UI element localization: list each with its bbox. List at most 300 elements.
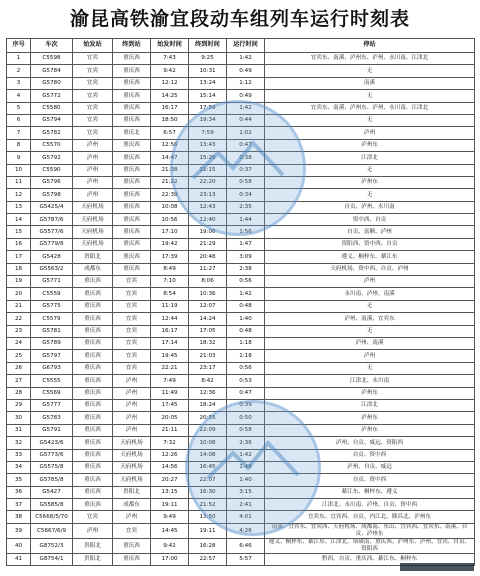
cell-arrive: 12:40	[189, 214, 227, 226]
cell-duration: 4:26	[227, 523, 265, 538]
cell-depart: 11:19	[151, 300, 189, 312]
cell-arrive: 12:36	[189, 387, 227, 399]
cell-duration: 1:12	[227, 77, 265, 89]
cell-duration: 1:44	[227, 214, 265, 226]
cell-destination: 泸州	[113, 511, 151, 523]
cell-duration: 0:53	[227, 375, 265, 387]
cell-depart: 9:49	[151, 511, 189, 523]
cell-duration: 2:35	[227, 201, 265, 213]
table-row	[7, 164, 475, 176]
cell-origin: 泸州	[73, 152, 113, 164]
cell-stops: 无	[265, 65, 475, 77]
cell-index: 10	[7, 164, 31, 176]
cell-train: G8752/3	[31, 538, 73, 553]
cell-duration: 4:01	[227, 511, 265, 523]
cell-duration: 0:49	[227, 65, 265, 77]
table-row	[7, 325, 475, 337]
cell-depart: 10:56	[151, 214, 189, 226]
cell-origin: 天府机场	[73, 214, 113, 226]
cell-stops: 泸州	[265, 350, 475, 362]
cell-origin: 重庆西	[73, 362, 113, 374]
table-row	[7, 276, 475, 288]
cell-stops: 南溪	[265, 77, 475, 89]
cell-duration: 0:47	[227, 387, 265, 399]
cell-destination: 宜宾	[113, 288, 151, 300]
cell-origin: 成都东	[73, 263, 113, 275]
cell-origin: 泸州	[73, 139, 113, 151]
cell-destination: 宜宾	[113, 350, 151, 362]
cell-index: 38	[7, 511, 31, 523]
cell-index: 6	[7, 114, 31, 126]
cell-arrive: 10:36	[189, 288, 227, 300]
cell-arrive: 16:30	[189, 486, 227, 498]
cell-stops: 自贡、泸州、永川南	[265, 201, 475, 213]
cell-origin: 重庆西	[73, 288, 113, 300]
cell-destination: 宜宾	[113, 276, 151, 288]
cell-stops: 无	[265, 362, 475, 374]
cell-depart: 11:49	[151, 387, 189, 399]
cell-depart: 18:50	[151, 114, 189, 126]
cell-stops: 泸州东	[265, 387, 475, 399]
cell-origin: 重庆西	[73, 350, 113, 362]
cell-stops: 无	[265, 164, 475, 176]
cell-origin: 重庆西	[73, 276, 113, 288]
cell-duration: 0:34	[227, 189, 265, 201]
table-row	[7, 189, 475, 201]
cell-destination: 泸州	[113, 424, 151, 436]
cell-index: 20	[7, 288, 31, 300]
cell-duration: 2:36	[227, 437, 265, 449]
table-row	[7, 486, 475, 498]
table-row	[7, 251, 475, 263]
cell-train: G5780	[31, 77, 73, 89]
col-header-train: 车次	[31, 39, 73, 53]
cell-destination: 重庆西	[113, 90, 151, 102]
cell-train: C5667/6/9	[31, 523, 73, 538]
cell-duration: 0:50	[227, 412, 265, 424]
cell-stops: 遵义、桐梓东、綦江东	[265, 251, 475, 263]
cell-duration: 2:38	[227, 263, 265, 275]
corner-overlay	[400, 563, 474, 571]
cell-destination: 重庆西	[113, 53, 151, 65]
cell-duration: 0:44	[227, 114, 265, 126]
table-row	[7, 263, 475, 275]
table-row	[7, 127, 475, 139]
cell-depart: 17:00	[151, 553, 189, 565]
cell-train: G5791	[31, 424, 73, 436]
cell-destination: 天府机场	[113, 461, 151, 473]
cell-train: G5563/2	[31, 263, 73, 275]
table-header-row	[7, 39, 475, 53]
page-title: 渝昆高铁渝宜段动车组列车运行时刻表	[69, 8, 410, 30]
cell-index: 36	[7, 486, 31, 498]
cell-stops: 江津北	[265, 399, 475, 411]
cell-origin: 重庆西	[73, 313, 113, 325]
cell-destination: 天府机场	[113, 449, 151, 461]
cell-arrive: 22:20	[189, 176, 227, 188]
cell-depart: 7:43	[151, 53, 189, 65]
cell-origin: 宜宾	[73, 90, 113, 102]
cell-duration: 0:58	[227, 424, 265, 436]
cell-stops: 无	[265, 114, 475, 126]
cell-depart: 8:49	[151, 263, 189, 275]
cell-origin: 宜宾	[73, 65, 113, 77]
cell-origin: 重庆西	[73, 424, 113, 436]
table-row	[7, 238, 475, 250]
table-row	[7, 387, 475, 399]
cell-origin: 贵阳北	[73, 251, 113, 263]
cell-destination: 重庆西	[113, 214, 151, 226]
cell-destination: 重庆西	[113, 164, 151, 176]
table-row	[7, 538, 475, 553]
cell-duration: 3:15	[227, 486, 265, 498]
cell-destination: 重庆西	[113, 176, 151, 188]
cell-stops: 宜宾东、南溪、泸州东、泸州、永川南、江津北	[265, 53, 475, 65]
cell-destination: 泸州	[113, 399, 151, 411]
cell-stops: 资阳西、资中西、自贡	[265, 238, 475, 250]
cell-arrive: 12:43	[189, 201, 227, 213]
cell-origin: 宜宾	[73, 102, 113, 114]
cell-stops: 天府机场、资中西、自贡、泸州	[265, 263, 475, 275]
table-row	[7, 449, 475, 461]
table-row	[7, 499, 475, 511]
cell-depart: 19:42	[151, 238, 189, 250]
table-row	[7, 461, 475, 473]
cell-stops: 永川南、泸州、南溪	[265, 288, 475, 300]
cell-duration: 0:58	[227, 176, 265, 188]
cell-train: C5598	[31, 53, 73, 65]
cell-train: G5773/6	[31, 449, 73, 461]
cell-depart: 10:08	[151, 201, 189, 213]
table-body	[7, 53, 475, 566]
cell-duration: 1:47	[227, 238, 265, 250]
table-row	[7, 176, 475, 188]
cell-arrive: 18:24	[189, 399, 227, 411]
table-row	[7, 226, 475, 238]
cell-origin: 重庆西	[73, 412, 113, 424]
cell-arrive: 8:42	[189, 375, 227, 387]
cell-index: 34	[7, 461, 31, 473]
cell-destination: 天府机场	[113, 474, 151, 486]
cell-index: 7	[7, 127, 31, 139]
col-header-arrive: 终到时间	[189, 39, 227, 53]
table-row	[7, 424, 475, 436]
cell-depart: 14:45	[151, 523, 189, 538]
cell-duration: 0:37	[227, 164, 265, 176]
cell-arrive: 19:11	[189, 523, 227, 538]
cell-train: G5777	[31, 399, 73, 411]
cell-train: G5787/6	[31, 214, 73, 226]
cell-stops: 江津北、永川南、泸州、自贡、资中西	[265, 499, 475, 511]
cell-index: 19	[7, 276, 31, 288]
cell-arrive: 21:52	[189, 499, 227, 511]
cell-origin: 重庆西	[73, 474, 113, 486]
cell-destination: 泸州	[113, 412, 151, 424]
table-row	[7, 437, 475, 449]
cell-arrive: 10:08	[189, 437, 227, 449]
cell-destination: 宜宾	[113, 313, 151, 325]
cell-arrive: 18:32	[189, 337, 227, 349]
cell-index: 1	[7, 53, 31, 65]
cell-stops: 资中西、自贡	[265, 214, 475, 226]
cell-stops: 泸州	[265, 127, 475, 139]
cell-arrive: 16:45	[189, 461, 227, 473]
cell-stops: 自贡、富顺、泸州	[265, 226, 475, 238]
cell-train: C5579	[31, 313, 73, 325]
cell-depart: 17:14	[151, 337, 189, 349]
cell-depart: 19:11	[151, 499, 189, 511]
cell-depart: 16:17	[151, 325, 189, 337]
cell-origin: 宜宾	[73, 511, 113, 523]
table-row	[7, 511, 475, 523]
table-row	[7, 102, 475, 114]
cell-arrive: 23:17	[189, 362, 227, 374]
cell-origin: 重庆西	[73, 399, 113, 411]
cell-train: G5782	[31, 127, 73, 139]
table-row	[7, 152, 475, 164]
cell-depart: 20:27	[151, 474, 189, 486]
cell-stops: 自贡、资中西	[265, 474, 475, 486]
cell-duration: 5:57	[227, 553, 265, 565]
cell-train: G5427	[31, 486, 73, 498]
cell-duration: 0:39	[227, 399, 265, 411]
cell-stops: 泸州、自贡、威远、资阳西	[265, 437, 475, 449]
cell-destination: 宜宾	[113, 300, 151, 312]
cell-duration: 1:49	[227, 461, 265, 473]
cell-destination: 泸州	[113, 387, 151, 399]
cell-origin: 重庆西	[73, 387, 113, 399]
cell-index: 22	[7, 313, 31, 325]
cell-stops: 无	[265, 189, 475, 201]
cell-train: G5783	[31, 412, 73, 424]
cell-train: G5785/8	[31, 474, 73, 486]
col-header-destination: 终到站	[113, 39, 151, 53]
cell-train: C5570	[31, 139, 73, 151]
cell-index: 11	[7, 176, 31, 188]
cell-destination: 贵阳北	[113, 486, 151, 498]
table-row	[7, 201, 475, 213]
cell-arrive: 16:28	[189, 538, 227, 553]
cell-index: 4	[7, 90, 31, 102]
cell-train: G5789	[31, 337, 73, 349]
cell-arrive: 13:50	[189, 511, 227, 523]
cell-depart: 7:10	[151, 276, 189, 288]
cell-arrive: 15:25	[189, 152, 227, 164]
cell-destination: 重庆西	[113, 538, 151, 553]
cell-arrive: 22:15	[189, 164, 227, 176]
cell-origin: 泸州	[73, 176, 113, 188]
cell-index: 33	[7, 449, 31, 461]
cell-depart: 12:26	[151, 449, 189, 461]
cell-arrive: 8:06	[189, 276, 227, 288]
cell-train: G5775	[31, 300, 73, 312]
cell-index: 29	[7, 399, 31, 411]
cell-stops: 泸州东	[265, 176, 475, 188]
cell-arrive: 13:24	[189, 77, 227, 89]
table-row	[7, 313, 475, 325]
cell-stops: 自贡、资中西	[265, 449, 475, 461]
cell-depart: 14:56	[151, 461, 189, 473]
cell-destination: 重庆西	[113, 238, 151, 250]
cell-duration: 0:56	[227, 276, 265, 288]
table-row	[7, 90, 475, 102]
cell-train: C5569	[31, 387, 73, 399]
cell-origin: 重庆西	[73, 437, 113, 449]
cell-destination: 重庆西	[113, 77, 151, 89]
cell-depart: 12:12	[151, 77, 189, 89]
cell-origin: 泸州	[73, 523, 113, 538]
cell-train: G5585/8	[31, 499, 73, 511]
cell-index: 25	[7, 350, 31, 362]
cell-index: 5	[7, 102, 31, 114]
cell-stops: 綦江东、桐梓东、遵义	[265, 486, 475, 498]
cell-destination: 重庆西	[113, 152, 151, 164]
table-row	[7, 77, 475, 89]
cell-train: C5580	[31, 102, 73, 114]
cell-origin: 重庆西	[73, 337, 113, 349]
col-header-duration: 运行时间	[227, 39, 265, 53]
cell-origin: 泸州	[73, 189, 113, 201]
cell-index: 35	[7, 474, 31, 486]
cell-index: 12	[7, 189, 31, 201]
cell-destination: 重庆西	[113, 114, 151, 126]
cell-depart: 17:45	[151, 399, 189, 411]
cell-index: 27	[7, 375, 31, 387]
cell-arrive: 21:29	[189, 238, 227, 250]
cell-destination: 重庆西	[113, 251, 151, 263]
cell-depart: 19:45	[151, 350, 189, 362]
cell-train: C5559	[31, 288, 73, 300]
cell-index: 9	[7, 152, 31, 164]
table-row	[7, 350, 475, 362]
cell-train: G5425/4	[31, 201, 73, 213]
cell-depart: 14:25	[151, 90, 189, 102]
cell-duration: 1:56	[227, 226, 265, 238]
cell-depart: 12:56	[151, 139, 189, 151]
cell-destination: 重庆西	[113, 226, 151, 238]
cell-stops: 泸州、南溪	[265, 337, 475, 349]
cell-index: 28	[7, 387, 31, 399]
cell-index: 23	[7, 325, 31, 337]
cell-depart: 7:32	[151, 437, 189, 449]
table-row	[7, 412, 475, 424]
cell-index: 26	[7, 362, 31, 374]
cell-destination: 重庆西	[113, 189, 151, 201]
cell-duration: 2:41	[227, 499, 265, 511]
cell-arrive: 14:08	[189, 449, 227, 461]
cell-duration: 1:18	[227, 350, 265, 362]
cell-arrive: 12:07	[189, 300, 227, 312]
col-header-index: 序号	[7, 39, 31, 53]
cell-origin: 宜宾	[73, 114, 113, 126]
cell-train: G5428	[31, 251, 73, 263]
table-row	[7, 523, 475, 538]
cell-duration: 0:47	[227, 139, 265, 151]
cell-origin: 重庆西	[73, 325, 113, 337]
cell-depart: 21:38	[151, 164, 189, 176]
cell-destination: 泸州	[113, 375, 151, 387]
cell-duration: 1:18	[227, 337, 265, 349]
cell-duration: 1:42	[227, 449, 265, 461]
table-row	[7, 114, 475, 126]
cell-index: 39	[7, 523, 31, 538]
cell-index: 24	[7, 337, 31, 349]
cell-stops: 泸州东	[265, 412, 475, 424]
cell-depart: 7:49	[151, 375, 189, 387]
cell-stops: 江津北	[265, 152, 475, 164]
cell-index: 30	[7, 412, 31, 424]
cell-train: G5772	[31, 90, 73, 102]
cell-arrive: 19:06	[189, 226, 227, 238]
table-row	[7, 362, 475, 374]
cell-duration: 1:40	[227, 474, 265, 486]
cell-train: G5577/6	[31, 226, 73, 238]
cell-index: 17	[7, 251, 31, 263]
cell-duration: 0:49	[227, 90, 265, 102]
cell-depart: 17:39	[151, 251, 189, 263]
cell-train: G5779/8	[31, 238, 73, 250]
cell-origin: 重庆西	[73, 499, 113, 511]
cell-destination: 宜宾	[113, 325, 151, 337]
cell-stops: 泸州、南溪、宜宾东	[265, 313, 475, 325]
cell-stops: 南溪、宜宾东、宜宾西、天府机场、成都南、东山、宜宾西、宜宾东、南溪、自贡、泸州东	[265, 523, 475, 538]
cell-duration: 1:42	[227, 53, 265, 65]
cell-train: G5771	[31, 276, 73, 288]
table-row	[7, 474, 475, 486]
cell-origin: 贵阳北	[73, 553, 113, 565]
cell-index: 16	[7, 238, 31, 250]
cell-duration: 1:40	[227, 313, 265, 325]
cell-index: 40	[7, 538, 31, 553]
cell-arrive: 14:24	[189, 313, 227, 325]
cell-arrive: 15:14	[189, 90, 227, 102]
cell-depart: 9:42	[151, 538, 189, 553]
cell-arrive: 22:09	[189, 424, 227, 436]
cell-duration: 0:48	[227, 325, 265, 337]
cell-arrive: 13:43	[189, 139, 227, 151]
cell-duration: 0:38	[227, 152, 265, 164]
cell-origin: 重庆西	[73, 375, 113, 387]
cell-origin: 重庆西	[73, 300, 113, 312]
cell-stops: 泸州	[265, 276, 475, 288]
cell-arrive: 22:57	[189, 553, 227, 565]
table-row	[7, 53, 475, 65]
cell-destination: 宜宾	[113, 362, 151, 374]
cell-train: C5555	[31, 375, 73, 387]
col-header-depart: 始发时间	[151, 39, 189, 53]
col-header-stops: 停站	[265, 39, 475, 53]
cell-destination: 重庆西	[113, 139, 151, 151]
cell-index: 18	[7, 263, 31, 275]
cell-stops: 黔西、自贡、重庆西、綦江东、桐梓东	[265, 553, 475, 565]
cell-index: 32	[7, 437, 31, 449]
cell-index: 37	[7, 499, 31, 511]
cell-origin: 泸州	[73, 164, 113, 176]
cell-index: 8	[7, 139, 31, 151]
cell-arrive: 7:59	[189, 127, 227, 139]
col-header-origin: 始发站	[73, 39, 113, 53]
cell-destination: 重庆西	[113, 553, 151, 565]
cell-arrive: 23:13	[189, 189, 227, 201]
cell-destination: 天府机场	[113, 437, 151, 449]
cell-origin: 宜宾	[73, 127, 113, 139]
cell-depart: 14:47	[151, 152, 189, 164]
cell-destination: 成都东	[113, 499, 151, 511]
cell-arrive: 11:27	[189, 263, 227, 275]
cell-train: G5784	[31, 65, 73, 77]
cell-train: G5798	[31, 189, 73, 201]
cell-origin: 重庆西	[73, 461, 113, 473]
